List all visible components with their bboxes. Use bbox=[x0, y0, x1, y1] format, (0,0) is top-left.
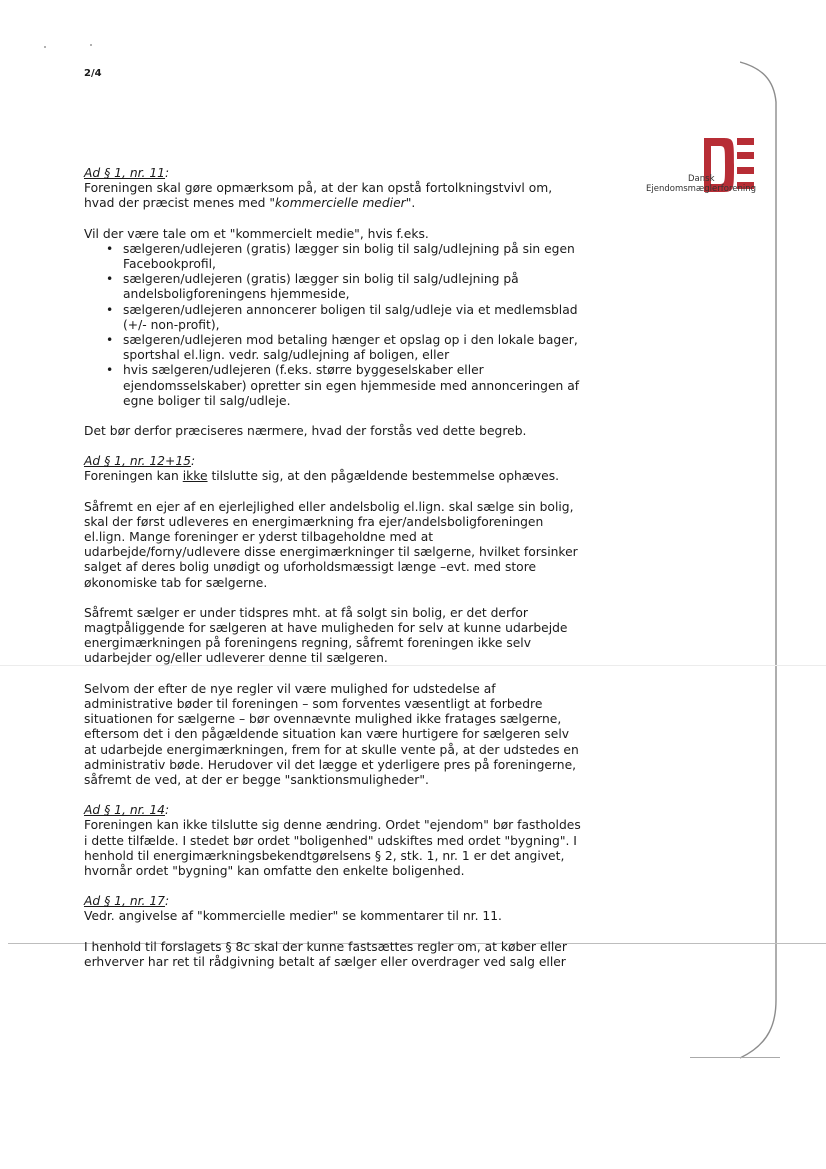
section-nr-11 bbox=[84, 166, 584, 439]
text-run: Foreningen skal gøre opmærksom på, at der kan opstå fortolkningstvivl om, hvad der præcist menes med bbox=[84, 181, 553, 211]
text-run: tilslutte sig, at den pågældende bestemmelse ophæves. bbox=[207, 469, 560, 484]
text-run: . bbox=[411, 196, 416, 211]
letter-body bbox=[84, 166, 584, 970]
section-nr-17-paragraph-1: Vedr. angivelse af "kommercielle medier" se kommentarer til nr. 11. bbox=[84, 909, 502, 924]
section-heading-nr-17: Ad § 1, nr. 17 bbox=[84, 894, 166, 909]
bullet-lead: Vil der være tale om et "kommercielt medie", hvis f.eks. bbox=[84, 226, 429, 241]
logo-word-forening: Ejendomsmæglerforening bbox=[646, 184, 757, 194]
logo-word-dansk: Dansk bbox=[688, 174, 715, 184]
scan-speck bbox=[44, 46, 46, 48]
bullet-item: • sælgeren/udlejeren mod betaling hænger et opslag op i den lokale bager, sportshal el.lign. vedr. salg/udlejning af boligen, eller bbox=[123, 333, 584, 363]
example-bullet-list bbox=[84, 242, 584, 409]
section-nr-11-paragraph bbox=[84, 181, 584, 211]
section-nr-12-15-paragraph-2: Såfremt en ejer af en ejerlejlighed eller andelsbolig el.lign. skal sælge sin bolig, skal der først udleveres en energimærkning fra ejer/andelsboligforeningen el.lign. Mange foreninger er yderst tilbageholdne med at udarbejde/forny/udlevere disse energimærkninger til sælgerne, hvilket forsinker salget af deres bolig unødigt og uforholdsmæssigt længe –evt. med store økonomiske tab for sælgerne. bbox=[84, 499, 578, 590]
bullet-item: • sælgeren/udlejeren (gratis) lægger sin bolig til salg/udlejning på sin egen Facebookprofil, bbox=[123, 242, 584, 272]
section-nr-17 bbox=[84, 894, 584, 970]
section-nr-12-15-paragraph-3: Såfremt sælger er under tidspres mht. at få solgt sin bolig, er det derfor magtpåliggende for sælgeren at have muligheden for selv at kunne udarbejde energimærkningen på foreningens regning, såfremt foreningen ikke selv udarbejder og/eller udleverer denne til sælgeren. bbox=[84, 605, 568, 666]
section-nr-11-conclusion: Det bør derfor præciseres nærmere, hvad der forstås ved dette begreb. bbox=[84, 424, 527, 439]
heading-colon: : bbox=[165, 166, 170, 180]
scan-speck bbox=[90, 44, 92, 46]
bullet-item: • sælgeren/udlejeren (gratis) lægger sin bolig til salg/udlejning på andelsboligforeningens hjemmeside, bbox=[123, 272, 584, 302]
section-nr-12-15 bbox=[84, 454, 584, 788]
section-nr-12-15-paragraph-1 bbox=[84, 469, 584, 484]
heading-colon: : bbox=[165, 803, 170, 818]
section-heading-nr-14: Ad § 1, nr. 14 bbox=[84, 803, 166, 818]
underlined-ikke: ikke bbox=[182, 469, 208, 484]
section-nr-17-paragraph-2: I henhold til forslagets § 8c skal der kunne fastsættes regler om, at køber eller erhverver har ret til rådgivning betalt af sælger eller overdrager ved salg eller bbox=[84, 939, 567, 969]
section-nr-14 bbox=[84, 803, 584, 879]
page-edge-curve bbox=[740, 60, 790, 1070]
text-run: Foreningen kan bbox=[84, 469, 183, 484]
bullet-item: • sælgeren/udlejeren annoncerer boligen til salg/udleje via et medlemsblad (+/- non-profit), bbox=[123, 303, 584, 333]
page-number: 2/4 bbox=[84, 68, 102, 79]
heading-colon: : bbox=[190, 454, 196, 469]
scan-line bbox=[690, 1057, 780, 1058]
section-nr-14-paragraph: Foreningen kan ikke tilslutte sig denne ændring. Ordet "ejendom" bør fastholdes i dette tilfælde. I stedet bør ordet "boligenhed" udskiftes med ordet "bygning". I henhold til energimærkningsbekendtgørelsens § 2, stk. 1, nr. 1 er det angivet, hvornår ordet "bygning" kan omfatte den enkelte boligenhed. bbox=[84, 818, 581, 878]
heading-colon: : bbox=[165, 894, 170, 909]
emphasis-kommercielle-medier: "kommercielle medier" bbox=[269, 196, 412, 211]
section-heading-nr-11: Ad § 1, nr. 11 bbox=[84, 166, 166, 180]
section-heading-nr-12-15: Ad § 1, nr. 12+15 bbox=[84, 454, 191, 469]
section-nr-12-15-paragraph-4: Selvom der efter de nye regler vil være mulighed for udstedelse af administrative bøder til foreningen – som forventes væsentligt at forbedre situationen for sælgerne – bør ovennævnte mulighed ikke fratages sælgerne, eftersom det i den pågældende situation kan være hurtigere for sælgeren selv at udarbejde energimærkningen, frem for at skulle vente på, at der udstedes en administrativ bøde. Herudover vil det lægge et yderligere pres på foreningerne, såfremt de ved, at der er begge "sanktionsmuligheder". bbox=[84, 681, 579, 787]
bullet-item: • hvis sælgeren/udlejeren (f.eks. større byggeselskaber eller ejendomsselskaber) opretter sin egen hjemmeside med annonceringen af egne boliger til salg/udleje. bbox=[123, 363, 584, 409]
